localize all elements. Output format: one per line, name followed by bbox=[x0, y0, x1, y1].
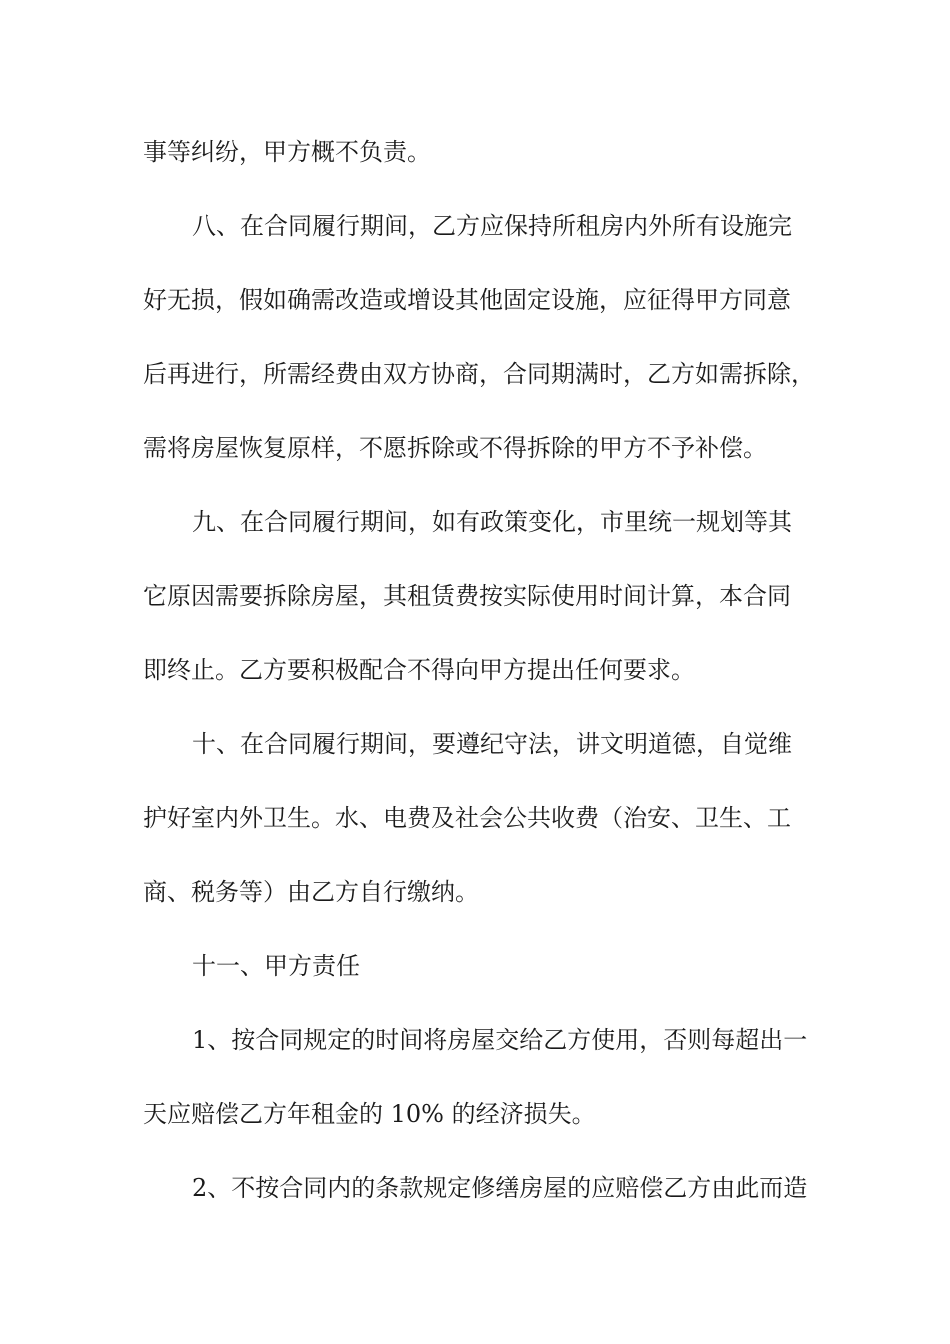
item-1-line: 1、按合同规定的时间将房屋交给乙方使用，否则每超出一 bbox=[192, 1026, 808, 1054]
text-line: 事等纠纷，甲方概不负责。 bbox=[143, 138, 431, 166]
text-line: 需将房屋恢复原样，不愿拆除或不得拆除的甲方不予补偿。 bbox=[143, 434, 767, 462]
item-2-line: 2、不按合同内的条款规定修缮房屋的应赔偿乙方由此而造 bbox=[192, 1174, 808, 1202]
section-heading: 十一、甲方责任 bbox=[192, 952, 360, 980]
text-line: 商、税务等）由乙方自行缴纳。 bbox=[143, 878, 479, 906]
text-line: 后再进行，所需经费由双方协商，合同期满时，乙方如需拆除， bbox=[143, 360, 815, 388]
text-line: 它原因需要拆除房屋，其租赁费按实际使用时间计算，本合同 bbox=[143, 582, 791, 610]
text-line: 护好室内外卫生。水、电费及社会公共收费（治安、卫生、工 bbox=[143, 804, 791, 832]
text-line: 天应赔偿乙方年租金的 10% 的经济损失。 bbox=[143, 1100, 596, 1128]
clause-8-line: 八、在合同履行期间，乙方应保持所租房内外所有设施完 bbox=[192, 212, 792, 240]
text-line: 好无损，假如确需改造或增设其他固定设施，应征得甲方同意 bbox=[143, 286, 791, 314]
clause-9-line: 九、在合同履行期间，如有政策变化，市里统一规划等其 bbox=[192, 508, 792, 536]
clause-10-line: 十、在合同履行期间，要遵纪守法，讲文明道德，自觉维 bbox=[192, 730, 792, 758]
text-line: 即终止。乙方要积极配合不得向甲方提出任何要求。 bbox=[143, 656, 695, 684]
